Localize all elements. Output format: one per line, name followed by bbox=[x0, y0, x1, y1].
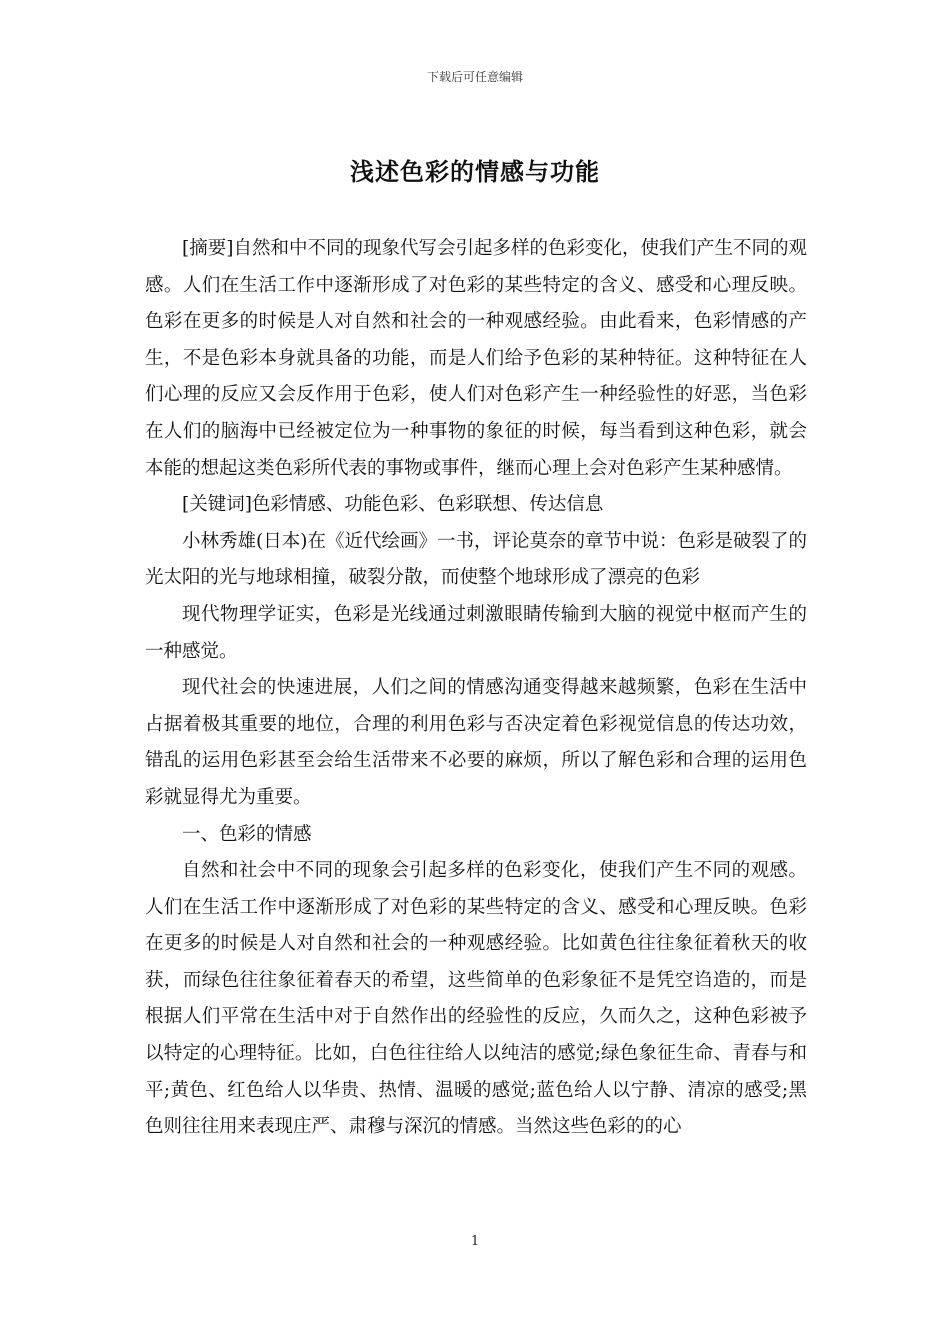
abstract-paragraph: [摘要]自然和中不同的现象代写会引起多样的色彩变化，使我们产生不同的观感。人们在生活工作中逐渐形成了对色彩的某些特定的含义、感受和心理反映。色彩在更多的时候是人对自然和社会的一种观感经验。由此看来，色彩情感的产生，不是色彩本身就具备的功能，而是人们给予色彩的某种特征。这种特征在人们心理的反应又会反作用于色彩，使人们对色彩产生一种经验性的好恶，当色彩在人们的脑海中已经被定位为一种事物的象征的时候，每当看到这种色彩，就会本能的想起这类色彩所代表的事物或事件，继而心理上会对色彩产生某种感情。 bbox=[145, 238, 807, 479]
body-paragraph: 现代物理学证实，色彩是光线通过刺激眼睛传输到大脑的视觉中枢而产生的一种感觉。 bbox=[145, 603, 807, 662]
keywords-paragraph: [关键词]色彩情感、功能色彩、色彩联想、传达信息 bbox=[182, 494, 604, 516]
document-body bbox=[145, 231, 807, 1146]
page-header-note: 下载后可任意编辑 bbox=[426, 70, 523, 84]
section-heading: 一、色彩的情感 bbox=[182, 823, 312, 845]
body-paragraph: 现代社会的快速进展，人们之间的情感沟通变得越来越频繁，色彩在生活中占据着极其重要的地位，合理的利用色彩与否决定着色彩视觉信息的传达功效，错乱的运用色彩甚至会给生活带来不必要的麻烦，所以了解色彩和合理的运用色彩就显得尤为重要。 bbox=[145, 677, 807, 808]
body-paragraph: 小林秀雄(日本)在《近代绘画》一书，评论莫奈的章节中说：色彩是破裂了的光太阳的光与地球相撞，破裂分散，而使整个地球形成了漂亮的色彩 bbox=[145, 530, 807, 589]
page-number: 1 bbox=[470, 1234, 480, 1249]
document-title: 浅述色彩的情感与功能 bbox=[350, 158, 600, 186]
body-paragraph: 自然和社会中不同的现象会引起多样的色彩变化，使我们产生不同的观感。人们在生活工作中逐渐形成了对色彩的某些特定的含义、感受和心理反映。色彩在更多的时候是人对自然和社会的一种观感经验。比如黄色往往象征着秋天的收获，而绿色往往象征着春天的希望，这些简单的色彩象征不是凭空诌造的，而是根据人们平常在生活中对于自然作出的经验性的反应，久而久之，这种色彩被予以特定的心理特征。比如，白色往往给人以纯洁的感觉;绿色象征生命、青春与和平;黄色、红色给人以华贵、热情、温暖的感觉;蓝色给人以宁静、清凉的感受;黑色则往往用来表现庄严、肃穆与深沉的情感。当然这些色彩的的心 bbox=[145, 860, 807, 1138]
